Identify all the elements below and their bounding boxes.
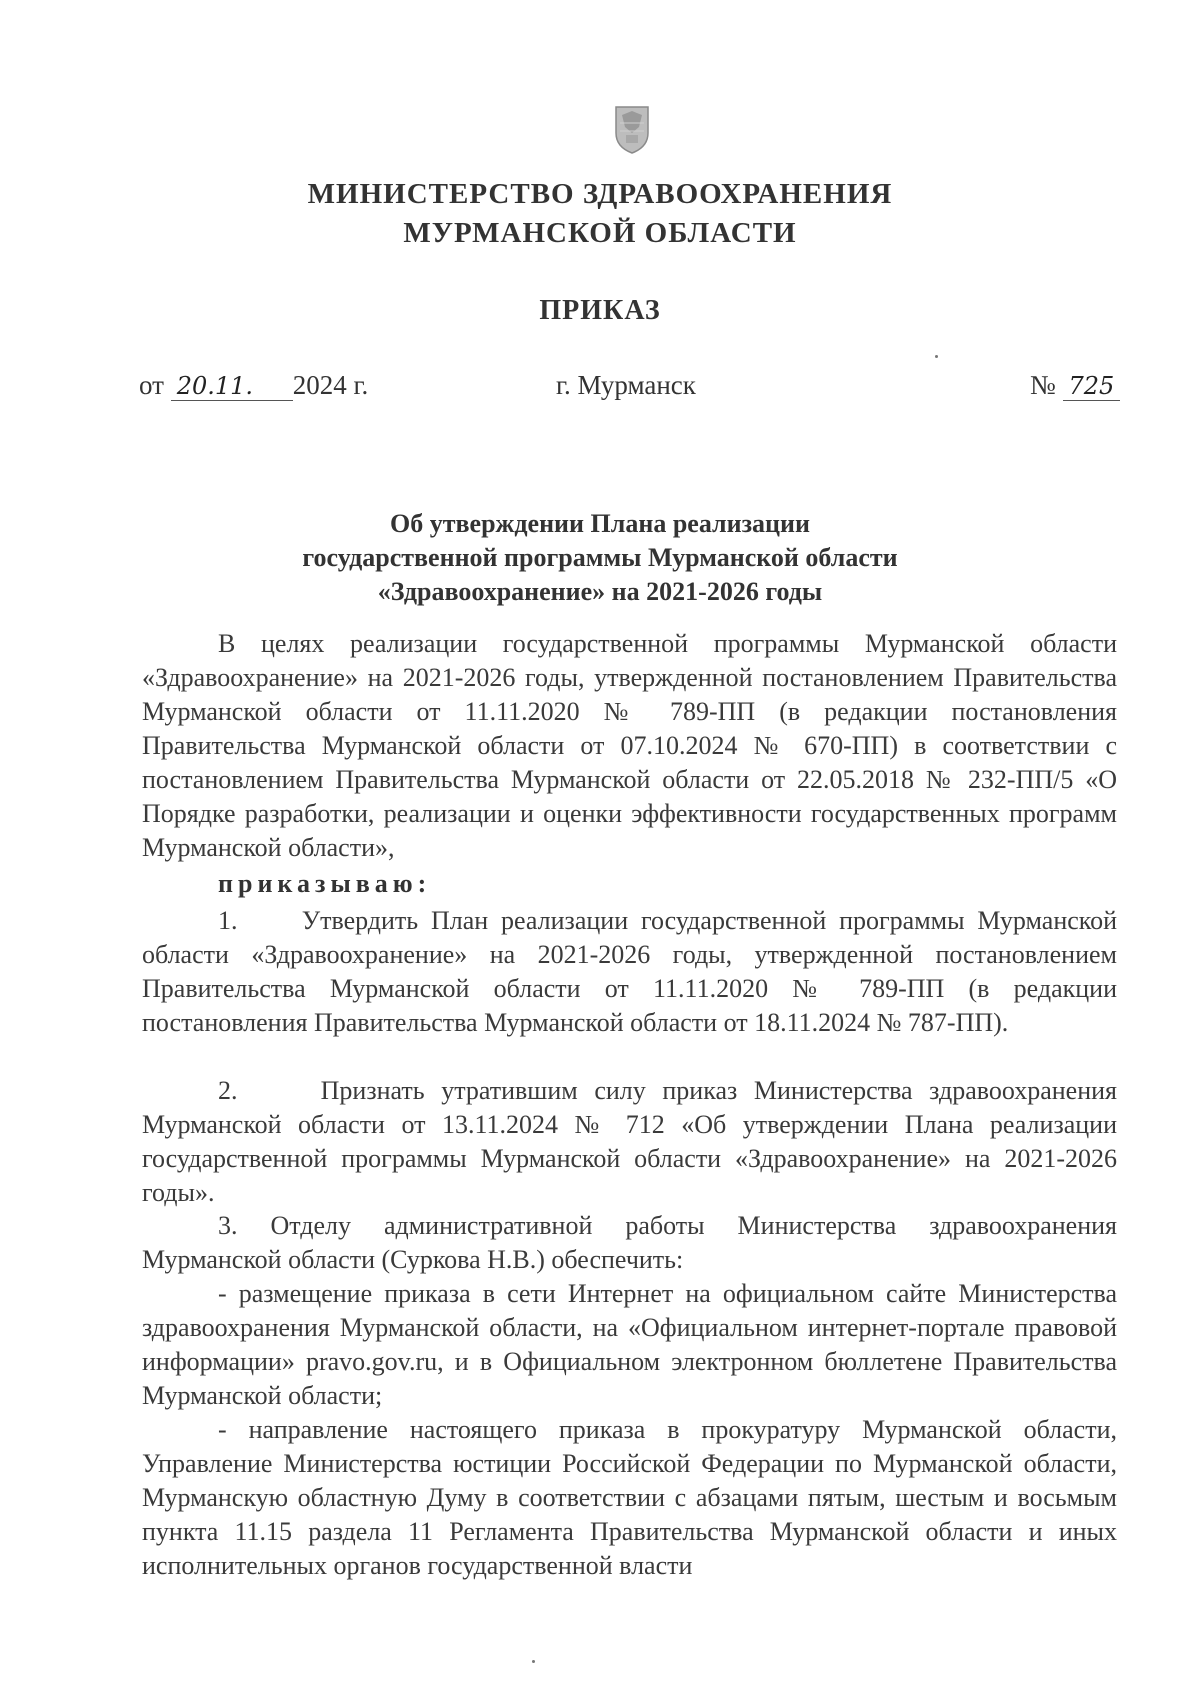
ministry-name-line2: МУРМАНСКОЙ ОБЛАСТИ xyxy=(403,217,797,249)
scan-speck xyxy=(532,1660,535,1663)
order-bullet-1: - размещение приказа в сети Интернет на официальном сайте Министерства здравоохранения Мурманской области, на «Официальном интернет-портале правовой информации» pravo.gov.ru, и в Официальном электронном бюллетене Правительства Мурманской области; xyxy=(142,1279,1117,1410)
date-year: 2024 г. xyxy=(292,370,369,400)
number-handwritten: 725 xyxy=(1063,372,1121,401)
order-item-3: 3. Отделу административной работы Министерства здравоохранения Мурманской области (Суркова Н.В.) обеспечить: xyxy=(142,1211,1117,1274)
document-type: ПРИКАЗ xyxy=(539,295,661,326)
subject-line1: Об утверждении Плана реализации xyxy=(390,509,810,538)
order-city: г. Мурманск xyxy=(556,370,696,400)
order-item-2: 2. Признать утратившим силу приказ Министерства здравоохранения Мурманской области от 13.11.2024 № 712 «Об утверждении Плана реализации государственной программы Мурманской области «Здравоохранение» на 2021-2026 годы». xyxy=(142,1076,1117,1207)
date-prefix: от xyxy=(139,370,164,400)
order-date xyxy=(139,370,368,401)
subject-line2: государственной программы Мурманской области xyxy=(302,543,898,572)
order-number xyxy=(1030,370,1120,401)
scan-speck xyxy=(935,355,938,358)
order-bullet-2: - направление настоящего приказа в прокуратуру Мурманской области, Управление Министерства юстиции Российской Федерации по Мурманской области, Мурманскую областную Думу в соответствии с абзацами пятым, шестым и восьмым пункта 11.15 раздела 11 Регламента Правительства Мурманской области и иных исполнительных органов государственной власти xyxy=(142,1415,1117,1580)
date-handwritten: 20.11. xyxy=(171,372,293,401)
ministry-name-line1: МИНИСТЕРСТВО ЗДРАВООХРАНЕНИЯ xyxy=(307,178,893,210)
order-item-1: 1. Утвердить План реализации государственной программы Мурманской области «Здравоохранение» на 2021-2026 годы, утвержденной постановлением Правительства Мурманской области от 11.11.2020 № 789-ПП (в редакции постановления Правительства Мурманской области от 18.11.2024 № 787-ПП). xyxy=(142,906,1117,1037)
subject-line3: «Здравоохранение» на 2021-2026 годы xyxy=(377,577,823,606)
coat-of-arms-icon xyxy=(612,103,652,155)
number-prefix: № xyxy=(1030,370,1056,400)
order-directive: приказываю: xyxy=(218,869,432,898)
intro-paragraph: В целях реализации государственной программы Мурманской области «Здравоохранение» на 2021-2026 годы, утвержденной постановлением Правительства Мурманской области от 11.11.2020 № 789-ПП (в редакции постановления Правительства Мурманской области от 07.10.2024 № 670-ПП) в соответствии с постановлением Правительства Мурманской области от 22.05.2018 № 232-ПП/5 «О Порядке разработки, реализации и оценки эффективности государственных программ Мурманской области», xyxy=(142,629,1117,862)
